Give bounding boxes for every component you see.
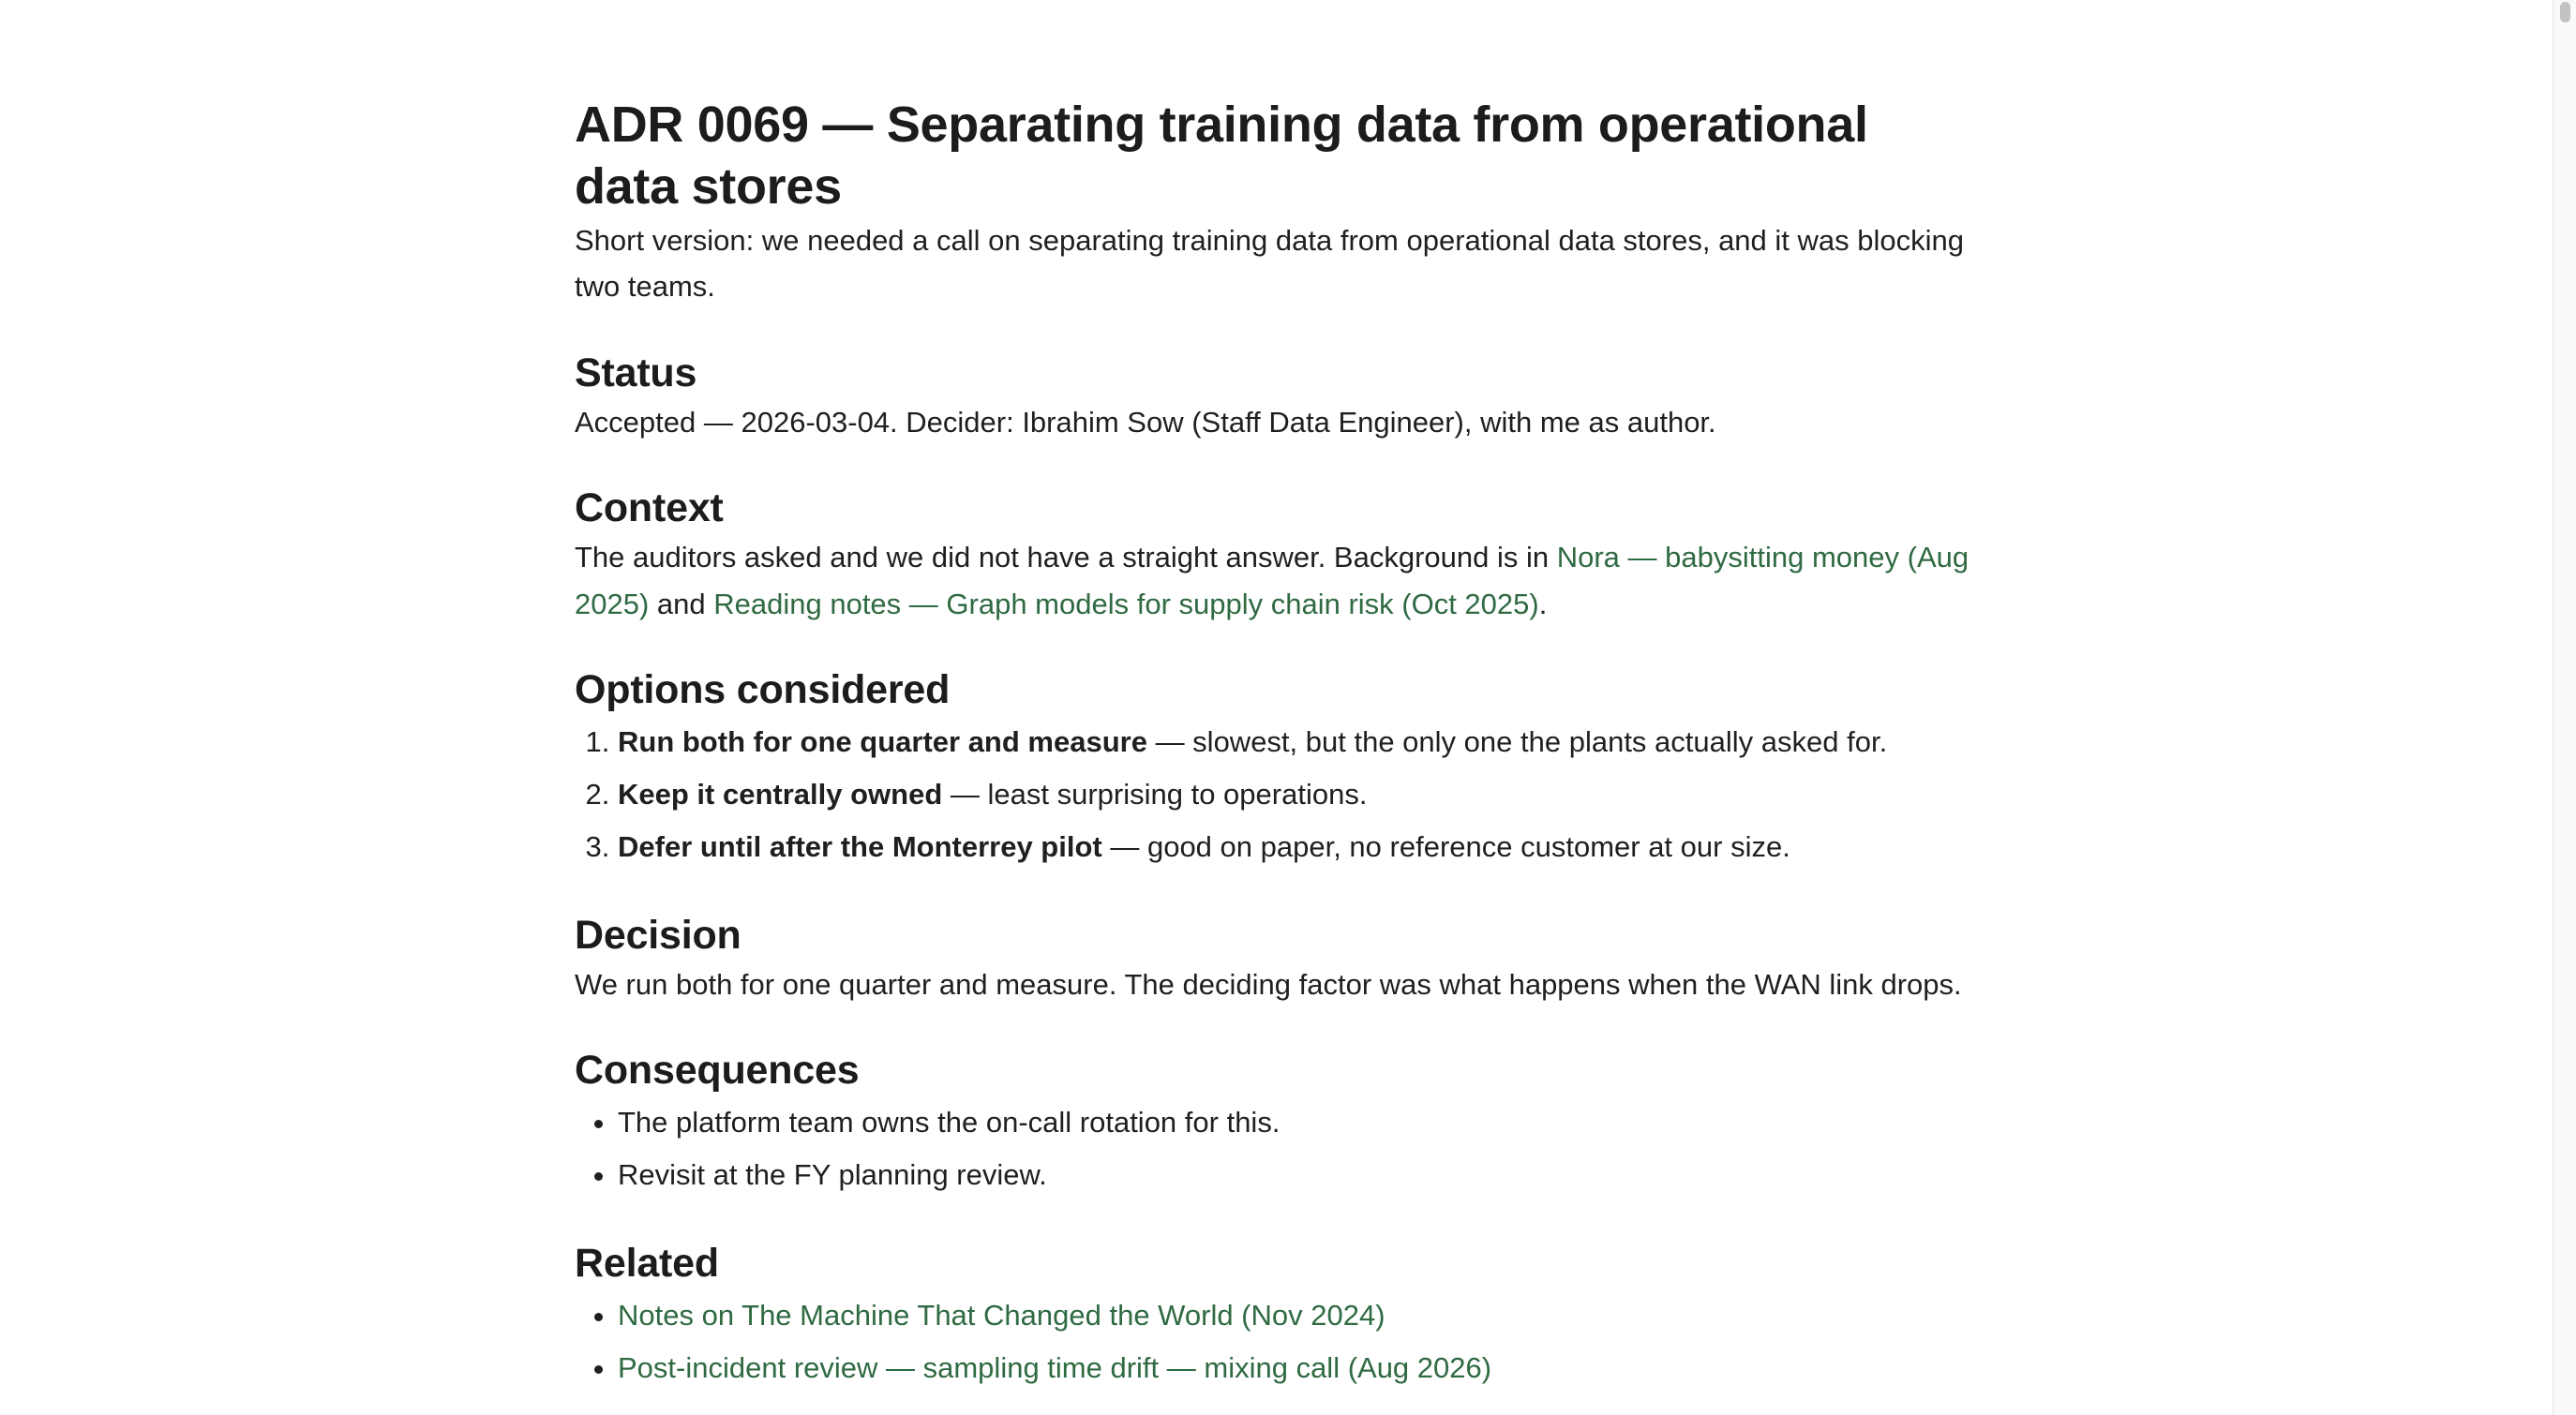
decision-text: We run both for one quarter and measure. The deciding factor was what happens when the WAN link drops. (575, 968, 1962, 1001)
document (575, 94, 1981, 1394)
option-item (618, 821, 1981, 873)
consequence-item: • The platform team owns the on-call rotation for this. (618, 1096, 1981, 1149)
context-text-before: The auditors asked and we did not have a straight answer. Background is in (575, 541, 1557, 573)
context-link-reading-notes[interactable]: Reading notes — Graph models for supply chain risk (Oct 2025) (713, 588, 1539, 620)
related-section (575, 1237, 1981, 1394)
option-description: — good on paper, no reference customer at our size. (1101, 830, 1790, 863)
decision-section (575, 909, 1981, 1008)
option-item (618, 768, 1981, 821)
related-list (575, 1289, 1981, 1394)
option-description: — slowest, but the only one the plants actually asked for. (1146, 725, 1888, 758)
context-heading: Context (575, 485, 724, 530)
context-paragraph (575, 534, 1981, 628)
status-heading: Status (575, 350, 697, 395)
option-item (618, 716, 1981, 768)
scrollbar-thumb[interactable] (2560, 2, 2570, 22)
context-link-nora[interactable]: Nora — babysitting money (Aug 2025) (575, 541, 1969, 620)
options-heading: Options considered (575, 667, 951, 712)
decision-heading: Decision (575, 913, 741, 958)
related-heading: Related (575, 1241, 719, 1286)
related-link[interactable]: Notes on The Machine That Changed the World (Nov 2024) (618, 1299, 1385, 1332)
option-title: Run both for one quarter and measure (618, 725, 1147, 758)
consequences-section (575, 1044, 1981, 1201)
consequence-item: • Revisit at the FY planning review. (618, 1149, 1981, 1201)
consequences-list (575, 1096, 1981, 1201)
related-item (618, 1289, 1981, 1342)
status-text: Accepted — 2026-03-04. Decider: Ibrahim Sow (Staff Data Engineer), with me as author. (575, 406, 1716, 439)
context-text-after: . (1538, 588, 1548, 620)
options-list (575, 716, 1981, 873)
option-title: Defer until after the Monterrey pilot (618, 830, 1102, 863)
page-title: ADR 0069 — Separating training data from operational data stores (575, 97, 1868, 215)
summary-text: Short version: we needed a call on separating training data from operational data stores, and it was blocking two teams. (575, 224, 1964, 303)
related-link[interactable]: Post-incident review — sampling time drift — mixing call (Aug 2026) (618, 1351, 1492, 1384)
context-section (575, 482, 1981, 628)
context-text-middle: and (649, 588, 714, 620)
option-description: — least surprising to operations. (942, 778, 1368, 811)
option-title: Keep it centrally owned (618, 778, 943, 811)
consequences-heading: Consequences (575, 1048, 860, 1093)
status-section (575, 347, 1981, 446)
related-item (618, 1342, 1981, 1394)
vertical-scrollbar[interactable] (2553, 0, 2576, 1415)
options-section (575, 663, 1981, 873)
